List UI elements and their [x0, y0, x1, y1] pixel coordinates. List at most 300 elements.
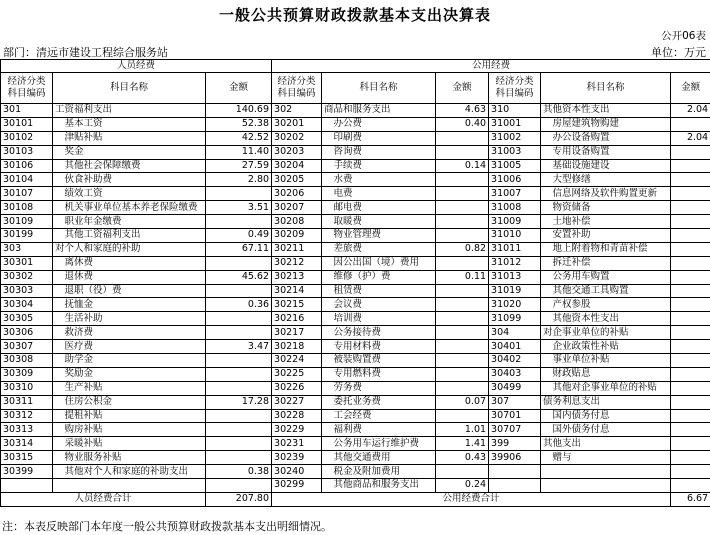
cell-name: 采暖补贴	[53, 437, 206, 451]
cell-name: 其他社会保障缴费	[53, 159, 206, 173]
cell-amount	[206, 326, 272, 340]
cell-name: 手续费	[322, 159, 436, 173]
cell-name: 拆迁补偿	[541, 256, 671, 270]
page-title: 一般公共预算财政拨款基本支出决算表	[218, 6, 491, 24]
cell-amount: 0.82	[436, 242, 489, 256]
cell-name: 奖金	[53, 145, 206, 159]
cell-name: 国外债务付息	[541, 423, 671, 437]
cell-amount	[436, 284, 489, 298]
cell-name: 其他对个人和家庭的补助支出	[53, 465, 206, 479]
cell-code: 31006	[489, 173, 541, 187]
table-row	[1, 367, 710, 381]
table-row	[1, 215, 710, 229]
cell-code: 30314	[1, 437, 53, 451]
cell-name: 办公费	[322, 117, 436, 131]
cell-name: 其他交通工具购置	[541, 284, 671, 298]
cell-name: 福利费	[322, 423, 436, 437]
cell-code: 30207	[272, 201, 322, 215]
cell-amount	[436, 256, 489, 270]
cell-code: 301	[1, 104, 53, 118]
cell-amount	[436, 215, 489, 229]
cell-amount	[206, 284, 272, 298]
table-row	[1, 229, 710, 243]
personnel-total-value: 207.80	[206, 492, 272, 506]
cell-amount: 0.40	[436, 117, 489, 131]
cell-code: 304	[489, 326, 541, 340]
cell-amount: 17.28	[206, 395, 272, 409]
public-total-label: 公用经费合计	[272, 492, 671, 506]
table-row	[1, 312, 710, 326]
cell-amount: 42.52	[206, 131, 272, 145]
cell-name: 安置补助	[541, 229, 671, 243]
cell-amount: 52.38	[206, 117, 272, 131]
cell-amount	[206, 479, 272, 493]
cell-name: 专用燃料费	[322, 367, 436, 381]
cell-name: 国内债务付息	[541, 409, 671, 423]
cell-amount	[671, 479, 710, 493]
cell-amount: 1.41	[436, 437, 489, 451]
cell-amount: 67.11	[206, 242, 272, 256]
cell-name: 其他商品和服务支出	[322, 479, 436, 493]
cell-code: 31001	[489, 117, 541, 131]
cell-code: 30206	[272, 187, 322, 201]
cell-amount	[206, 187, 272, 201]
cell-amount: 27.59	[206, 159, 272, 173]
cell-amount	[206, 451, 272, 465]
cell-code: 30227	[272, 395, 322, 409]
cell-code: 30224	[272, 354, 322, 368]
cell-name: 土地补偿	[541, 215, 671, 229]
cell-code: 30240	[272, 465, 322, 479]
cell-code: 30499	[489, 381, 541, 395]
cell-amount: 2.80	[206, 173, 272, 187]
header-amount: 金额	[436, 73, 489, 104]
cell-amount	[436, 354, 489, 368]
cell-code: 30109	[1, 215, 53, 229]
cell-amount	[671, 117, 710, 131]
cell-code: 30304	[1, 298, 53, 312]
cell-code: 30707	[489, 423, 541, 437]
cell-amount	[671, 451, 710, 465]
cell-code: 31013	[489, 270, 541, 284]
cell-code: 30213	[272, 270, 322, 284]
cell-name: 专用材料费	[322, 340, 436, 354]
cell-code: 30315	[1, 451, 53, 465]
cell-name: 住房公积金	[53, 395, 206, 409]
cell-code: 30402	[489, 354, 541, 368]
cell-name: 印刷费	[322, 131, 436, 145]
cell-code: 30313	[1, 423, 53, 437]
cell-amount	[671, 242, 710, 256]
cell-code: 30229	[272, 423, 322, 437]
cell-amount	[206, 215, 272, 229]
cell-code: 31003	[489, 145, 541, 159]
cell-code: 30202	[272, 131, 322, 145]
cell-code: 31009	[489, 215, 541, 229]
cell-name: 税金及附加费用	[322, 465, 436, 479]
table-row	[1, 465, 710, 479]
table-row	[1, 395, 710, 409]
header-amount: 金额	[671, 73, 710, 104]
table-row	[1, 270, 710, 284]
cell-amount: 11.40	[206, 145, 272, 159]
cell-name: 房屋建筑物购建	[541, 117, 671, 131]
cell-name: 维修（护）费	[322, 270, 436, 284]
cell-amount	[436, 465, 489, 479]
cell-code: 30201	[272, 117, 322, 131]
cell-amount	[206, 354, 272, 368]
table-row	[1, 131, 710, 145]
cell-code: 30309	[1, 367, 53, 381]
cell-code: 30228	[272, 409, 322, 423]
cell-code: 30311	[1, 395, 53, 409]
cell-code: 30307	[1, 340, 53, 354]
cell-amount: 2.04	[671, 104, 710, 118]
cell-name: 信息网络及软件购置更新	[541, 187, 671, 201]
cell-name: 其他资本性支出	[541, 312, 671, 326]
cell-name: 大型修缮	[541, 173, 671, 187]
header-name: 科目名称	[541, 73, 671, 104]
table-row	[1, 354, 710, 368]
cell-name: 伙食补助费	[53, 173, 206, 187]
header-name: 科目名称	[53, 73, 206, 104]
cell-name: 生活补助	[53, 312, 206, 326]
table-row	[1, 451, 710, 465]
cell-code: 30308	[1, 354, 53, 368]
table-row	[1, 340, 710, 354]
cell-code: 30208	[272, 215, 322, 229]
cell-name: 其他工资福利支出	[53, 229, 206, 243]
cell-code: 30231	[272, 437, 322, 451]
cell-name: 抚恤金	[53, 298, 206, 312]
cell-name: 培训费	[322, 312, 436, 326]
cell-code: 30102	[1, 131, 53, 145]
expenditure-table	[0, 59, 710, 507]
cell-name: 工会经费	[322, 409, 436, 423]
cell-name: 债务利息支出	[541, 395, 671, 409]
header-amount: 金额	[206, 73, 272, 104]
cell-code: 310	[489, 104, 541, 118]
table-row	[1, 298, 710, 312]
cell-code: 30199	[1, 229, 53, 243]
cell-code	[1, 479, 53, 493]
cell-name: 基础设施建设	[541, 159, 671, 173]
cell-name: 被装购置费	[322, 354, 436, 368]
table-row	[1, 381, 710, 395]
cell-amount	[671, 409, 710, 423]
cell-amount	[671, 173, 710, 187]
cell-name: 其他支出	[541, 437, 671, 451]
cell-amount: 0.14	[436, 159, 489, 173]
cell-amount	[436, 340, 489, 354]
cell-name: 工资福利支出	[53, 104, 206, 118]
cell-code: 30209	[272, 229, 322, 243]
cell-code: 30305	[1, 312, 53, 326]
cell-amount: 0.49	[206, 229, 272, 243]
cell-name: 水费	[322, 173, 436, 187]
cell-code: 30212	[272, 256, 322, 270]
cell-amount	[436, 187, 489, 201]
cell-amount: 3.47	[206, 340, 272, 354]
cell-code: 30211	[272, 242, 322, 256]
cell-code: 31012	[489, 256, 541, 270]
cell-name: 救济费	[53, 326, 206, 340]
cell-amount	[206, 409, 272, 423]
cell-name: 劳务费	[322, 381, 436, 395]
cell-amount: 0.43	[436, 451, 489, 465]
cell-name: 购房补贴	[53, 423, 206, 437]
cell-amount	[671, 465, 710, 479]
header-name: 科目名称	[322, 73, 436, 104]
table-row	[1, 437, 710, 451]
table-row	[1, 173, 710, 187]
cell-name: 公务用车运行维护费	[322, 437, 436, 451]
table-row	[1, 326, 710, 340]
group-public: 公用经费	[272, 60, 710, 73]
cell-amount	[671, 298, 710, 312]
cell-code: 30104	[1, 173, 53, 187]
header-code: 经济分类科目编码	[1, 73, 53, 104]
cell-name: 物业管理费	[322, 229, 436, 243]
cell-code: 39906	[489, 451, 541, 465]
cell-amount: 0.24	[436, 479, 489, 493]
cell-amount	[671, 284, 710, 298]
cell-amount	[671, 145, 710, 159]
personnel-total-label: 人员经费合计	[1, 492, 206, 506]
header-code: 经济分类科目编码	[489, 73, 541, 104]
table-row	[1, 256, 710, 270]
cell-code: 399	[489, 437, 541, 451]
cell-name: 其他资本性支出	[541, 104, 671, 118]
cell-code: 30239	[272, 451, 322, 465]
cell-code: 31011	[489, 242, 541, 256]
cell-amount	[671, 215, 710, 229]
table-row	[1, 187, 710, 201]
unit-label: 单位：万元	[651, 46, 706, 59]
cell-amount	[436, 367, 489, 381]
cell-name: 机关事业单位基本养老保险缴费	[53, 201, 206, 215]
department-label: 部门：清远市建设工程综合服务站	[3, 46, 168, 59]
cell-name: 公务用车购置	[541, 270, 671, 284]
cell-amount	[671, 340, 710, 354]
footnote: 注：本表反映部门本年度一般公共预算财政拨款基本支出明细情况。	[2, 520, 332, 533]
cell-code: 31007	[489, 187, 541, 201]
cell-code: 30215	[272, 298, 322, 312]
cell-name: 地上附着物和青苗补偿	[541, 242, 671, 256]
cell-code: 31099	[489, 312, 541, 326]
cell-name: 其他交通费用	[322, 451, 436, 465]
cell-name: 退职（役）费	[53, 284, 206, 298]
table-row	[1, 242, 710, 256]
cell-code: 30303	[1, 284, 53, 298]
cell-code: 31005	[489, 159, 541, 173]
cell-name: 职业年金缴费	[53, 215, 206, 229]
cell-code: 31019	[489, 284, 541, 298]
cell-code: 30302	[1, 270, 53, 284]
cell-name: 办公设备购置	[541, 131, 671, 145]
cell-code: 30204	[272, 159, 322, 173]
cell-amount	[206, 423, 272, 437]
group-personnel: 人员经费	[1, 60, 272, 73]
cell-code: 30214	[272, 284, 322, 298]
cell-code: 302	[272, 104, 322, 118]
cell-name: 取暖费	[322, 215, 436, 229]
cell-amount: 4.63	[436, 104, 489, 118]
table-row	[1, 117, 710, 131]
cell-amount	[436, 326, 489, 340]
cell-amount	[206, 367, 272, 381]
cell-name: 生产补贴	[53, 381, 206, 395]
cell-amount	[671, 437, 710, 451]
cell-code: 30399	[1, 465, 53, 479]
cell-amount: 1.01	[436, 423, 489, 437]
cell-code: 30203	[272, 145, 322, 159]
cell-code	[489, 465, 541, 479]
cell-name: 奖励金	[53, 367, 206, 381]
cell-name: 对企事业单位的补贴	[541, 326, 671, 340]
table-row	[1, 284, 710, 298]
cell-name: 电费	[322, 187, 436, 201]
cell-code: 30225	[272, 367, 322, 381]
cell-code: 30217	[272, 326, 322, 340]
cell-code: 303	[1, 242, 53, 256]
cell-name: 事业单位补贴	[541, 354, 671, 368]
cell-name: 因公出国（境）费用	[322, 256, 436, 270]
cell-amount	[671, 201, 710, 215]
cell-amount	[436, 131, 489, 145]
cell-name: 会议费	[322, 298, 436, 312]
cell-amount: 3.51	[206, 201, 272, 215]
public-total-value: 6.67	[671, 492, 710, 506]
cell-code: 30107	[1, 187, 53, 201]
cell-name	[541, 465, 671, 479]
cell-amount	[436, 312, 489, 326]
cell-amount	[206, 312, 272, 326]
cell-code: 30306	[1, 326, 53, 340]
cell-code: 30301	[1, 256, 53, 270]
cell-name: 基本工资	[53, 117, 206, 131]
cell-name: 助学金	[53, 354, 206, 368]
cell-amount	[671, 423, 710, 437]
cell-name: 委托业务费	[322, 395, 436, 409]
totals-row	[1, 492, 710, 506]
cell-code: 30312	[1, 409, 53, 423]
cell-amount	[206, 256, 272, 270]
cell-amount: 0.11	[436, 270, 489, 284]
table-row	[1, 479, 710, 493]
table-row	[1, 423, 710, 437]
cell-code: 30216	[272, 312, 322, 326]
cell-code: 30218	[272, 340, 322, 354]
cell-name: 邮电费	[322, 201, 436, 215]
cell-name: 离休费	[53, 256, 206, 270]
cell-code: 30299	[272, 479, 322, 493]
cell-code: 30205	[272, 173, 322, 187]
cell-name: 赠与	[541, 451, 671, 465]
cell-name: 退休费	[53, 270, 206, 284]
cell-name: 津贴补贴	[53, 131, 206, 145]
table-row	[1, 145, 710, 159]
cell-name: 物业服务补贴	[53, 451, 206, 465]
cell-name: 企业政策性补贴	[541, 340, 671, 354]
cell-name: 专用设备购置	[541, 145, 671, 159]
cell-code: 30701	[489, 409, 541, 423]
cell-code: 31008	[489, 201, 541, 215]
cell-amount: 0.07	[436, 395, 489, 409]
cell-amount	[436, 381, 489, 395]
form-number: 公开06表	[661, 30, 706, 42]
cell-amount	[671, 312, 710, 326]
cell-amount: 2.04	[671, 131, 710, 145]
cell-code: 307	[489, 395, 541, 409]
cell-code: 30226	[272, 381, 322, 395]
cell-name: 财政贴息	[541, 367, 671, 381]
cell-name: 绩效工资	[53, 187, 206, 201]
cell-amount	[436, 145, 489, 159]
cell-name: 差旅费	[322, 242, 436, 256]
table-row	[1, 159, 710, 173]
cell-amount	[671, 395, 710, 409]
cell-code: 31002	[489, 131, 541, 145]
cell-code: 30108	[1, 201, 53, 215]
cell-code: 31020	[489, 298, 541, 312]
cell-name: 商品和服务支出	[322, 104, 436, 118]
cell-name	[541, 479, 671, 493]
cell-amount: 140.69	[206, 104, 272, 118]
cell-code: 30310	[1, 381, 53, 395]
cell-amount: 45.62	[206, 270, 272, 284]
cell-amount: 0.36	[206, 298, 272, 312]
cell-amount	[436, 173, 489, 187]
cell-name: 公务接待费	[322, 326, 436, 340]
cell-code: 30103	[1, 145, 53, 159]
cell-name: 其他对企事业单位的补贴	[541, 381, 671, 395]
cell-name	[53, 479, 206, 493]
cell-amount	[436, 201, 489, 215]
cell-name: 提租补贴	[53, 409, 206, 423]
cell-amount: 0.38	[206, 465, 272, 479]
cell-amount	[671, 159, 710, 173]
cell-amount	[671, 256, 710, 270]
cell-amount	[671, 270, 710, 284]
cell-amount	[206, 437, 272, 451]
cell-code	[489, 479, 541, 493]
cell-amount	[436, 298, 489, 312]
cell-name: 产权参股	[541, 298, 671, 312]
table-row	[1, 104, 710, 118]
cell-amount	[671, 367, 710, 381]
cell-code: 30403	[489, 367, 541, 381]
cell-code: 30401	[489, 340, 541, 354]
cell-code: 30101	[1, 117, 53, 131]
cell-name: 医疗费	[53, 340, 206, 354]
cell-name: 租赁费	[322, 284, 436, 298]
cell-amount	[206, 381, 272, 395]
header-code: 经济分类科目编码	[272, 73, 322, 104]
cell-name: 咨询费	[322, 145, 436, 159]
cell-amount	[436, 229, 489, 243]
cell-amount	[671, 326, 710, 340]
table-row	[1, 409, 710, 423]
cell-name: 物资储备	[541, 201, 671, 215]
cell-code: 30106	[1, 159, 53, 173]
cell-amount	[671, 381, 710, 395]
cell-amount	[671, 354, 710, 368]
cell-name: 对个人和家庭的补助	[53, 242, 206, 256]
cell-code: 31010	[489, 229, 541, 243]
table-row	[1, 201, 710, 215]
cell-amount	[436, 409, 489, 423]
